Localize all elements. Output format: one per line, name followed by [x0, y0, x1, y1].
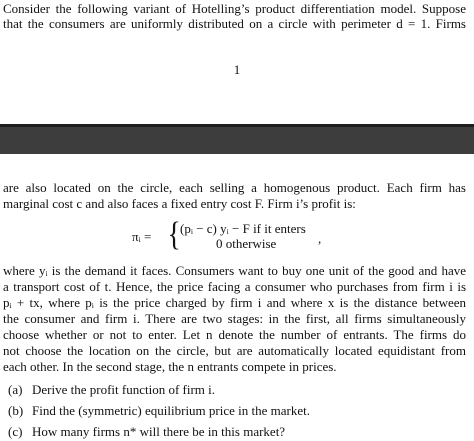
page-2-text-line: are also located on the circle, each selling a homogenous product. Each firm has [3, 180, 466, 195]
page-number: 1 [233, 62, 241, 77]
page-2-text-line: a transport cost of t. Hence, the price facing a consumer who purchases from firm i is [3, 279, 466, 294]
question-text: How many firms n* will there be in this market? [32, 424, 286, 439]
page-2-text-line: choose whether or not to enter. Let n denote the number of entrants. The firms do [3, 327, 466, 342]
page-2-text-line: not choose the location on the circle, but are automatically located equidistant from [3, 343, 466, 358]
page-1-text-line: that the consumers are uniformly distributed on a circle with perimeter d = 1. Firms [3, 16, 466, 31]
equation-comma: , [318, 231, 322, 246]
question-label: (c) [8, 424, 23, 439]
question-text: Derive the profit function of firm i. [32, 382, 216, 397]
question-item [8, 424, 285, 440]
question-item [8, 403, 310, 419]
page-1-text-line: Consider the following variant of Hotelling’s product differentiation model. Suppose [3, 1, 466, 16]
equation-lhs: πᵢ = [132, 229, 152, 244]
question-label: (b) [8, 403, 24, 418]
question-item [8, 382, 215, 398]
page-2-text-line: where yᵢ is the demand it faces. Consumers want to buy one unit of the good and have [3, 263, 466, 278]
equation-case-enter: (pᵢ − c) yᵢ − F if it enters [180, 221, 306, 236]
question-label: (a) [8, 382, 23, 397]
question-text: Find the (symmetric) equilibrium price in the market. [32, 403, 310, 418]
page-break-edge [0, 124, 474, 127]
equation-case-otherwise: 0 otherwise [216, 236, 277, 251]
page-2-text-line: the consumer and firm i. There are two stages: in the first, all firms simultaneously [3, 311, 466, 326]
page-2-text-line: each other. In the second stage, the n entrants compete in prices. [3, 359, 337, 374]
page-2-text-line: pᵢ + tx, where pᵢ is the price charged by firm i and where x is the distance between [3, 295, 466, 310]
page-break-bar [0, 124, 474, 154]
equation-brace: { [167, 216, 181, 253]
page-2-text-line: marginal cost c and also faces a fixed entry cost F. Firm i’s profit is: [3, 196, 356, 211]
